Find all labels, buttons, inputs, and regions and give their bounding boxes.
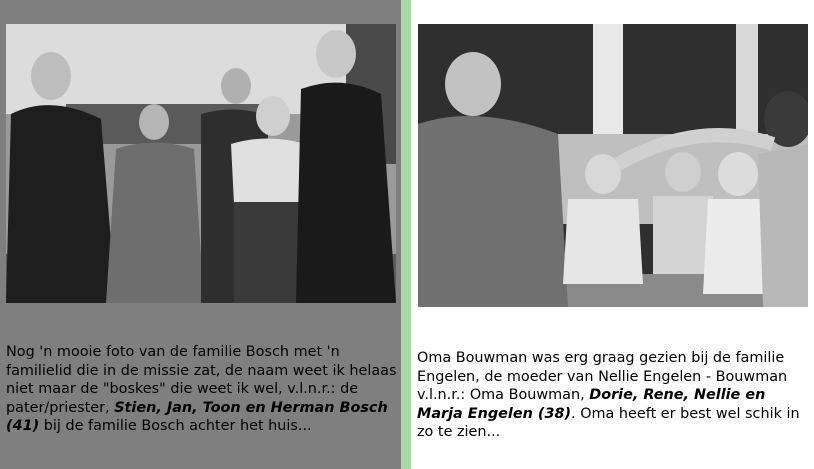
bosch-family-photo-image [6,24,396,303]
right-panel [411,0,814,469]
caption-text-after: . Oma heeft er best wel schik in zo te zien... [417,405,800,440]
oma-bouwman-photo-image [418,24,808,307]
caption-text-after: bij de familie Bosch achter het huis... [39,418,312,434]
oma-photo-caption [417,349,811,442]
green-divider [401,0,411,469]
bosch-photo-caption [6,343,398,436]
caption-text-before: Oma Bouwman was erg graag gezien bij de familie Engelen, de moeder van Nellie Engelen - Bouwman v.l.n.r.: Oma Bouwman, [417,350,788,403]
oma-bouwman-photo [418,24,808,307]
caption-names: Dorie, Rene, Nellie en Marja Engelen (38) [417,387,766,422]
left-panel [0,0,401,469]
caption-names: Stien, Jan, Toon en Herman Bosch (41) [6,399,388,434]
caption-text-before: Nog 'n mooie foto van de familie Bosch met 'n familielid die in de missie zat, de naam weet ik helaas niet maar de "boskes" die weet ik wel, v.l.n.r.: de pater/priester, [6,344,397,416]
bosch-family-photo [6,24,396,303]
